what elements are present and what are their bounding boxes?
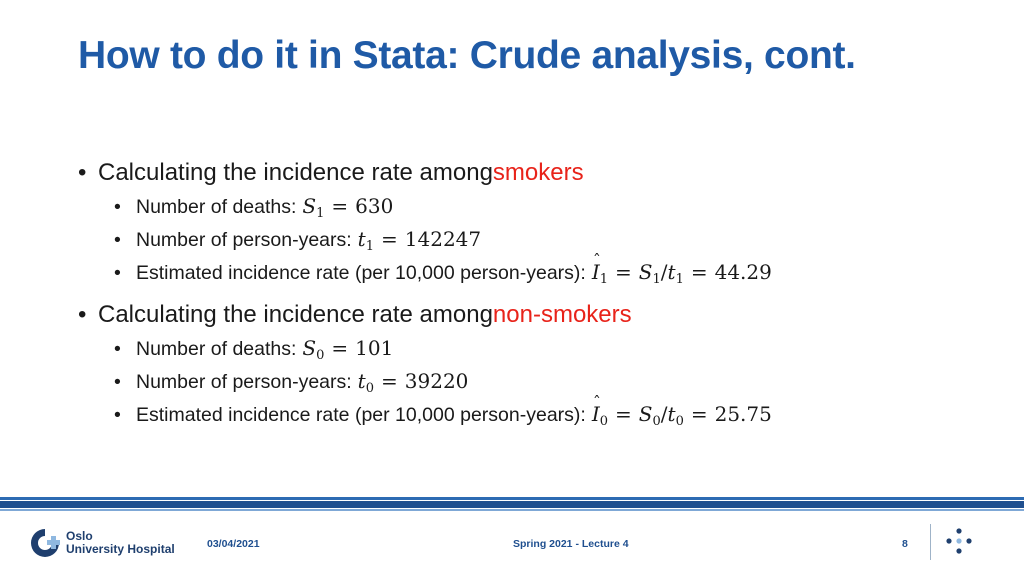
bullet-glyph: • [114, 371, 121, 393]
item-label: Estimated incidence rate (per 10,000 person-years): [136, 404, 586, 426]
sub-bullet-deaths-non-smokers [78, 332, 978, 365]
footer-band-top [0, 497, 1024, 500]
item-label: Estimated incidence rate (per 10,000 person-years): [136, 262, 586, 284]
formula: ˆ $I_0 = S_0/t_0 = 25.75$ [592, 398, 772, 438]
page-number: 8 [902, 538, 908, 550]
dot-cross-pattern-icon [946, 528, 972, 554]
sub-bullet-rate-non-smokers [78, 398, 978, 431]
logo-text [66, 530, 175, 556]
bullet-glyph: • [114, 196, 121, 218]
oslo-university-hospital-logo-icon [28, 526, 62, 560]
formula: $S_1 = 630$ [302, 194, 394, 221]
formula: $S_0 = 101$ [302, 336, 394, 363]
footer-band-main [0, 501, 1024, 508]
item-label: Number of deaths: [136, 196, 297, 218]
formula: ˆ $I_1 = S_1/t_1 = 44.29$ [592, 256, 772, 296]
slide-body [78, 156, 978, 431]
formula: $t_0 = 39220$ [357, 369, 469, 396]
heading-highlight: smokers [492, 159, 584, 186]
footer-date: 03/04/2021 [207, 538, 260, 550]
bullet-glyph: • [78, 301, 87, 328]
item-label: Number of deaths: [136, 338, 297, 360]
bullet-glyph: • [78, 159, 87, 186]
item-label: Number of person-years: [136, 229, 352, 251]
heading-highlight: non-smokers [492, 301, 632, 328]
footer-lecture: Spring 2021 - Lecture 4 [513, 538, 629, 550]
footer-band-bottom [0, 509, 1024, 511]
bullet-glyph: • [114, 404, 121, 426]
hospital-logo [28, 526, 175, 560]
bullet-non-smokers-heading [78, 298, 978, 332]
sub-bullet-deaths-smokers [78, 190, 978, 223]
item-label: Number of person-years: [136, 371, 352, 393]
sub-bullet-rate-smokers [78, 256, 978, 289]
heading-text: Calculating the incidence rate among [98, 159, 493, 186]
sub-bullet-person-years-non-smokers [78, 365, 978, 398]
logo-line-2: University Hospital [66, 542, 175, 556]
bullet-glyph: • [114, 229, 121, 251]
formula: $t_1 = 142247$ [357, 227, 482, 254]
heading-text: Calculating the incidence rate among [98, 301, 493, 328]
slide-title: How to do it in Stata: Crude analysis, cont. [78, 34, 856, 77]
logo-line-1: Oslo [66, 529, 93, 543]
bullet-glyph: • [114, 262, 121, 284]
bullet-smokers-heading [78, 156, 978, 190]
footer-divider [930, 524, 931, 560]
sub-bullet-person-years-smokers [78, 223, 978, 256]
bullet-glyph: • [114, 338, 121, 360]
